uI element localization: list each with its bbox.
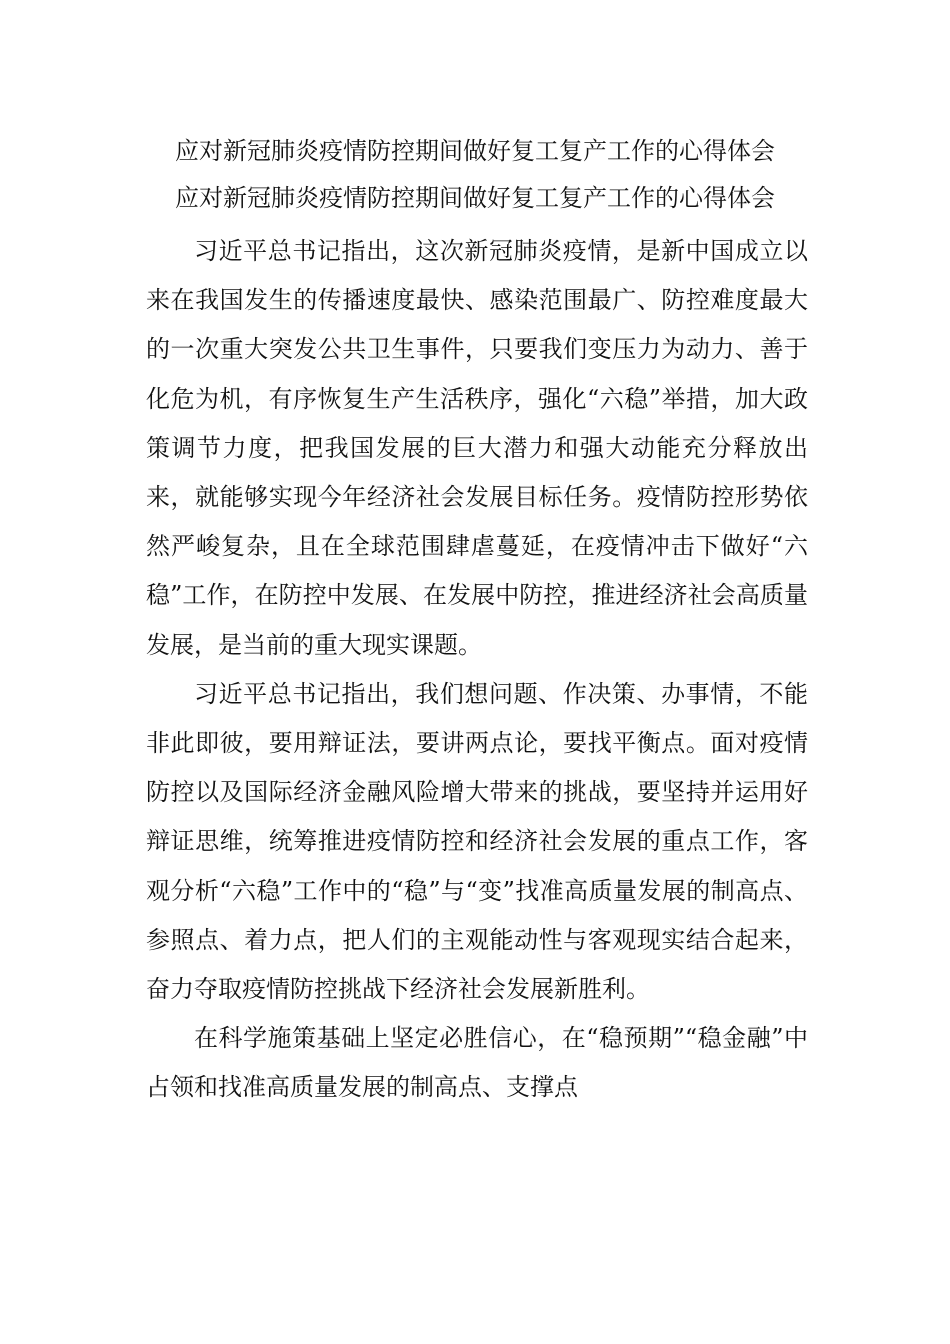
paragraph-3: 在科学施策基础上坚定必胜信心，在“稳预期”“稳金融”中占领和找准高质量发展的制高点、支撑点 bbox=[146, 1024, 808, 1102]
paragraph-2: 习近平总书记指出，我们想问题、作决策、办事情，不能非此即彼，要用辩证法，要讲两点论，要找平衡点。面对疫情防控以及国际经济金融风险增大带来的挑战，要坚持并运用好辩证思维，统筹推进疫情防控和经济社会发展的重点工作，客观分析“六稳”工作中的“稳”与“变”找准高质量发展的制高点、参照点、着力点，把人们的主观能动性与客观现实结合起来，奋力夺取疫情防控挑战下经济社会发展新胜利。 bbox=[146, 679, 808, 1004]
document-title-line-1: 应对新冠肺炎疫情防控期间做好复工复产工作的心得体会 bbox=[175, 137, 775, 165]
document-body bbox=[146, 227, 808, 1113]
paragraph-1: 习近平总书记指出，这次新冠肺炎疫情，是新中国成立以来在我国发生的传播速度最快、感染范围最广、防控难度最大的一次重大突发公共卫生事件，只要我们变压力为动力、善于化危为机，有序恢复生产生活秩序，强化“六稳”举措，加大政策调节力度，把我国发展的巨大潜力和强大动能充分释放出来，就能够实现今年经济社会发展目标任务。疫情防控形势依然严峻复杂，且在全球范围肆虐蔓延，在疫情冲击下做好“六稳”工作，在防控中发展、在发展中防控，推进经济社会高质量发展，是当前的重大现实课题。 bbox=[146, 237, 808, 659]
document-title-line-2: 应对新冠肺炎疫情防控期间做好复工复产工作的心得体会 bbox=[175, 184, 775, 212]
